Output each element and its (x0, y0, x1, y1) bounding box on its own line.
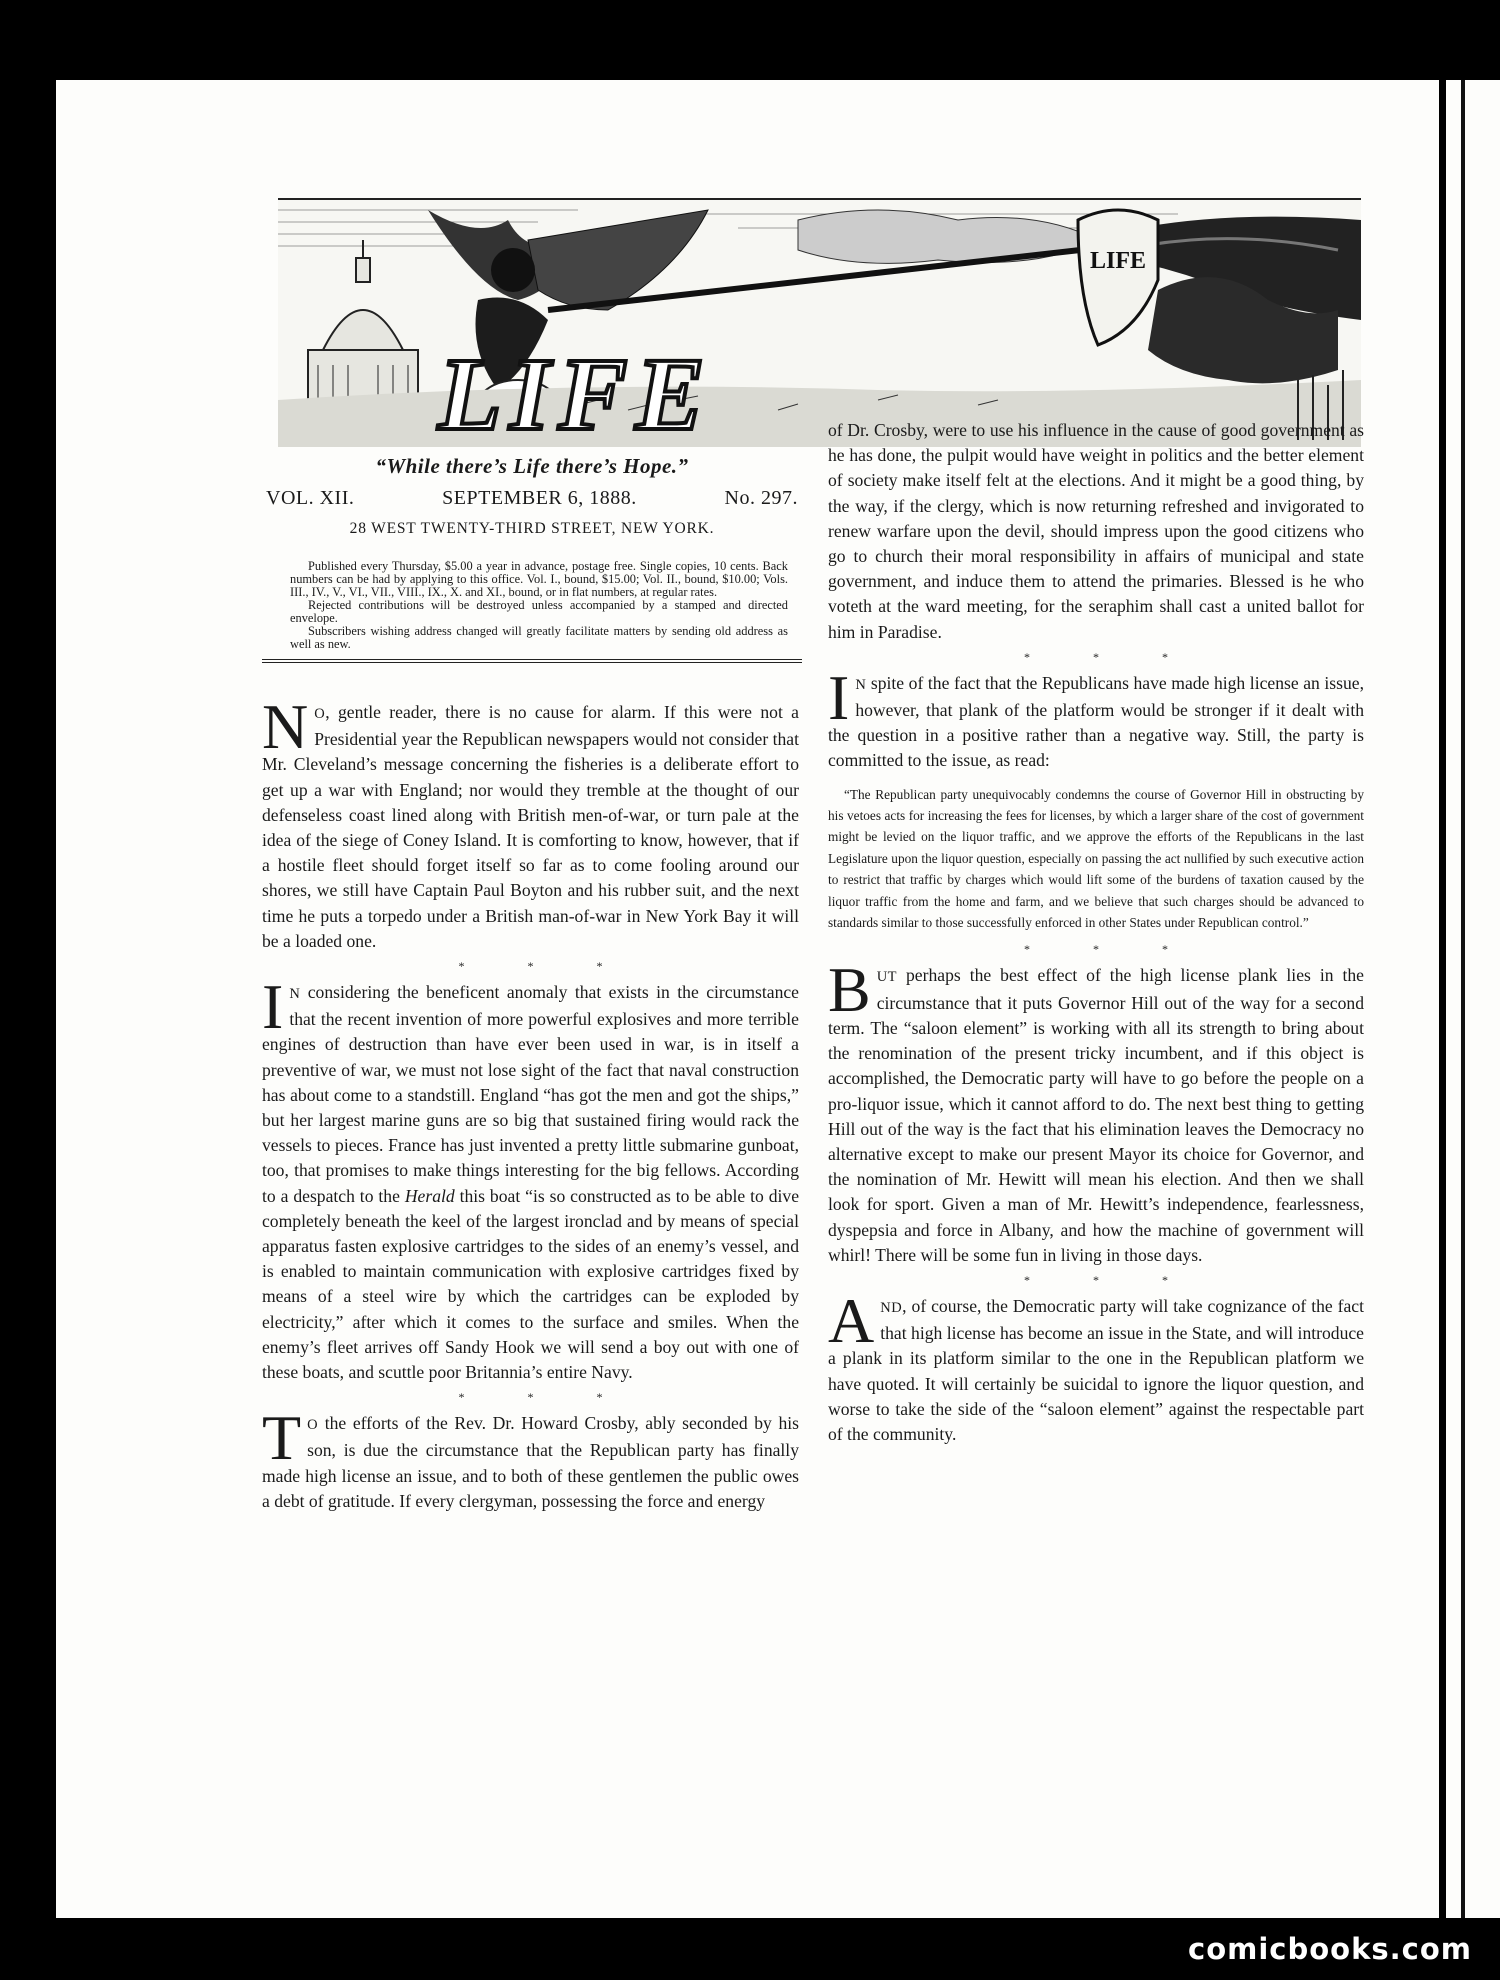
drop-cap: I (262, 971, 284, 1043)
issue-line (262, 487, 802, 510)
drop-cap: A (828, 1284, 875, 1356)
rejected-contributions-note: Rejected contributions will be destroyed unless accompanied by a stamped and directed envelope. (290, 598, 788, 625)
address-change-note: Subscribers wishing address changed will greatly facilitate matters by sending old address as well as new. (290, 624, 788, 651)
section-separator: * * * (1024, 1272, 1198, 1287)
subscription-info: Published every Thursday, $5.00 a year in advance, postage free. Single copies, 10 cents. Back numbers can be had by applying to this office. Vol. I., bound, $15.00; Vol. II., bound, $10.00; Vols. III., IV., V., VI., VII., VIII., IX., X. and XI., bound, or in flat numbers, at regular rates. (290, 559, 788, 599)
article-paragraph: BUT perhaps the best effect of the high license plank lies in the circumstance that it puts Governor Hill out of the way for a second term. The “saloon element” is working with all its strength to bring about the renomination of the present tricky incumbent, and if this object is accomplished, the Democratic party will have to go before the people on a pro-liquor issue, which it cannot afford to do. The next best thing to getting Hill out of the way is the fact that his elimination leaves the Democracy no alternative except to make our present Mayor its choice for Governor, and the nomination of Mr. Hewitt will mean his election. And then we shall look for sport. Given a man of Mr. Hewitt’s independence, fearlessness, dyspepsia and force in Albany, and how the machine of government will whirl! There will be some fun in living in those days. (828, 954, 1364, 1265)
article-paragraph: AND, of course, the Democratic party will take cognizance of the fact that high license has become an issue in the State, and will introduce a plank in its platform similar to the one in the Republican platform we have quoted. It will certainly be suicidal to ignore the liquor question, and worse to take the side of the “saloon element” against the respectable part of the community. (828, 1284, 1364, 1444)
left-column (262, 691, 799, 1514)
drop-cap: T (262, 1402, 302, 1474)
life-logo: LIFE (438, 337, 713, 447)
article-paragraph-continued: of Dr. Crosby, were to use his influence in the cause of good government as he has done, the pulpit would have weight in politics and the better element of society make itself felt at the elections. And it might be a good thing, by the way, if the clergy, which is now returning refreshed and invigorated to renew warfare upon the devil, should impress upon the good citizens who go to church their moral responsibility in affairs of municipal and state government, and induce them to attend the primaries. Blessed is he who voteth at the ward meeting, for the seraphim shall cast a united ballot for him in Paradise. (828, 420, 1364, 642)
right-column (828, 418, 1364, 1447)
drop-cap: N (262, 691, 309, 762)
issue-date: SEPTEMBER 6, 1888. (442, 487, 637, 509)
article-paragraph: I N spite of the fact that the Republicans have made high license an issue, however, that plank of the platform would be stronger if it dealt with the question in a positive rather than a negative way. Still, the party is committed to the issue, as read: (828, 661, 1364, 771)
masthead-illustration (278, 198, 1361, 447)
publication-info (290, 560, 788, 651)
site-watermark: comicbooks.com (1188, 1932, 1472, 1966)
publisher-address: 28 WEST TWENTY-THIRD STREET, NEW YORK. (349, 520, 715, 537)
section-separator: * * * (458, 1390, 633, 1405)
issue-number: No. 297. (724, 487, 798, 509)
article-paragraph: N O, gentle reader, there is no cause for alarm. If this were not a Presidential year the Republican newspapers would not consider that Mr. Cleveland’s message concerning the fisheries is a deliberate effort to get up a war with England; nor would they tremble at the thought of our defenseless coast lined along with British men-of-war, or turn pale at the idea of the siege of Coney Island. It is comforting to know, however, that if a hostile fleet should forget itself so far as to come fooling around our shores, we still have Captain Paul Boyton and his rubber suit, and the next time he puts a torpedo under a British man-of-war in New York Bay it will be a loaded one. (262, 691, 799, 951)
shield-text: LIFE (1090, 248, 1147, 274)
double-rule (262, 659, 802, 663)
drop-cap: B (828, 954, 871, 1026)
platform-quote: “The Republican party unequivocably condemns the course of Governor Hill in obstructing by his vetoes acts for increasing the fees for licenses, by which a larger share of the cost of government might be levied on the liquor traffic, and we approve the efforts of the Republicans in the last Legislature upon the liquor question, especially on passing the act nullified by such executive action to restrict that traffic by charges which would lift some of the burdens of taxation caused by the liquor traffic from the home and farm, and we believe that such charges should be advanced to standards similar to those successfully enforced in other States under Republican control.” (828, 786, 1364, 931)
article-paragraph: T O the efforts of the Rev. Dr. Howard Crosby, ably seconded by his son, is due the circumstance that the Republican party has finally made high license an issue, and to both of these gentlemen the public owes a debt of gratitude. If every clergyman, possessing the force and energy (262, 1402, 799, 1511)
article-paragraph: I N considering the beneficent anomaly that exists in the circumstance that the recent invention of more powerful explosives and more terrible engines of destruction than have ever been used in war, is in itself a preventive of war, we must not lose sight of the fact that naval construction has about come to a standstill. England “has got the men and got the ships,” but her largest marine guns are so big that sustained firing would rack the vessels to pieces. France has just invented a pretty little submarine gunboat, too, that promises to make things interesting for the big fellows. According to a despatch to the Herald this boat “is so constructed as to be able to dive completely beneath the keel of the largest ironclad and by means of special apparatus fasten explosive cartridges to the sides of an enemy’s vessel, and is enabled to maintain communication with explosive cartridges fixed by means of a steel wire by which the cartridges can be exploded by electricity,” after which it comes to the surface and smiles. When the enemy’s fleet arrives off Sandy Hook we will send a boy out with one of these boats, and scuttle poor Britannia’s entire Navy. (262, 971, 799, 1383)
motto: “While there’s Life there’s Hope.” (375, 454, 689, 478)
drop-cap: I (828, 661, 850, 733)
page-gutter-line (1461, 80, 1465, 1918)
volume-number: VOL. XII. (266, 487, 355, 509)
masthead-info (262, 446, 802, 663)
newspaper-name: Herald (404, 1185, 455, 1206)
adjacent-page-edge (1446, 80, 1500, 1918)
section-separator: * * * (1024, 942, 1198, 957)
section-separator: * * * (1024, 649, 1198, 664)
section-separator: * * * (458, 959, 633, 974)
